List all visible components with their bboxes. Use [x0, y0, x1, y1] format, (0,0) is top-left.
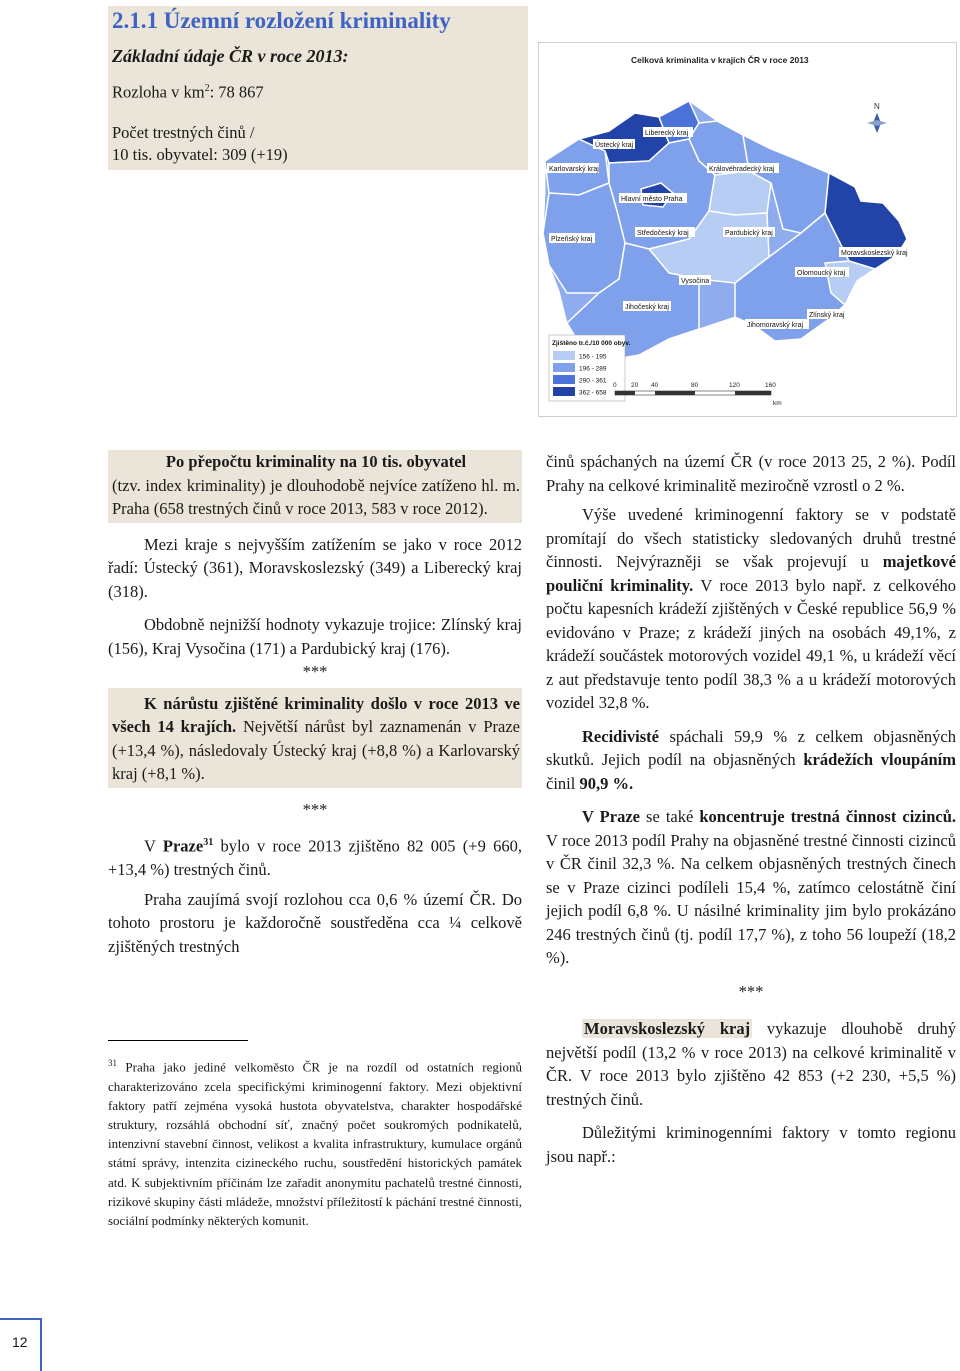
para-factors-a: Výše uvedené kriminogenní faktory se v podstatě promítají do všech statisticky sledovaných druhů trestné činnosti. Nejvýrazněji se však projevují u: [546, 505, 956, 571]
page-number: 12: [12, 1334, 28, 1350]
para-praha-rest: bylo v roce 2013 zjištěno 82 005 (+9 660, +13,4 %) trestných činů.: [108, 836, 522, 879]
para-lowest: Obdobně nejnižší hodnoty vykazuje trojice: Zlínský kraj (156), Kraj Vysočina (171) a Pardubický kraj (176).: [108, 615, 522, 658]
label-ustecky: Ústecký kraj: [595, 142, 634, 149]
para-for-a: V Praze: [582, 807, 640, 826]
area-line: [112, 78, 264, 104]
label-karlovarsky: Karlovarský kraj: [549, 166, 599, 173]
label-plzensky: Plzeňský kraj: [551, 236, 593, 243]
para-factors-b: majetkové pouliční kriminality.: [546, 552, 956, 595]
legend-title: Zjištěno tr.č./10 000 obyv.: [552, 340, 631, 347]
para-msk-b: vykazuje dlouhobě druhý největší podíl (13,2 % v roce 2013) na celkové kriminalitě v ČR. V roce 2013 bylo zjištěno 42 853 (+2 230, +5,5 %) trestných činů.: [546, 1019, 956, 1109]
crimes-line1: Počet trestných činů /: [112, 123, 255, 142]
label-jihomoravsky: Jihomoravský kraj: [747, 322, 804, 329]
label-jihocesky: Jihočeský kraj: [625, 304, 669, 311]
scale-160: 160: [765, 382, 776, 389]
section-heading: 2.1.1 Územní rozložení kriminality: [112, 8, 451, 33]
area-value: : 78 867: [209, 82, 264, 102]
para-moravskoslezsky: [546, 1017, 956, 1111]
para-for-c: koncentruje trestná činnost cizinců.: [699, 807, 957, 826]
stars-3: ***: [738, 981, 764, 1001]
czech-map-svg: [539, 43, 956, 416]
area-sup: 2: [204, 83, 210, 94]
crime-map: [538, 42, 957, 417]
footnote-ref-31: 31: [203, 837, 214, 848]
footnote: [108, 1054, 522, 1230]
para-factors-c: V roce 2013 bylo např. z celkového počtu kapesních krádeží zjištěných v České republice 56,9 % evidováno v Praze; z krádeží jiných na osobách 49,1%, z krádeží součástek motorových vozidel 49,1 %, u krádeží věcí z aut představuje tento podíl 38,3 % a u krádeží motorových vozidel 32,8 %.: [546, 575, 957, 712]
para-share: činů spáchaných na území ČR (v roce 2013 25, 2 %). Podíl Prahy na celkové kriminalitě meziročně vzrostl o 2 %.: [546, 452, 956, 495]
legend-label: 156 - 195: [579, 353, 607, 361]
legend-swatch: [553, 351, 575, 360]
para-growth: [112, 692, 520, 786]
growth-box: [108, 688, 522, 788]
page-number-box: [0, 1318, 42, 1371]
scale-40: 40: [651, 382, 659, 389]
legend-label: 362 - 658: [579, 389, 607, 397]
left-column: [108, 450, 522, 958]
para-recid-b: spáchali 59,9 % z celkem objasněných skutků. Jejich podíl na objasněných: [546, 726, 956, 769]
para-praha-crimes: [108, 831, 522, 882]
legend-label: 290 - 361: [579, 377, 607, 385]
scale-unit: km: [773, 400, 782, 407]
para-recid-c: krádežích vloupáním: [803, 750, 956, 769]
legend-label: 196 - 289: [579, 365, 607, 373]
para-for-b: se také: [639, 807, 700, 826]
para-growth-rest: Největší nárůst byl zaznamenán v Praze (+13,4 %), následovaly Ústecký kraj (+8,8 %) a Karlovarský kraj (+8,1 %).: [112, 717, 521, 783]
north-arrow-icon: [867, 102, 887, 133]
right-column: [546, 450, 956, 1168]
label-praha: Hlavní město Praha: [621, 196, 683, 203]
footnote-number: 31: [108, 1058, 117, 1068]
legend-swatch: [553, 363, 575, 372]
scale-120: 120: [729, 382, 740, 389]
para-foreigners: [546, 805, 956, 970]
prague-index-box: [108, 450, 522, 523]
para-index-bold: Po přepočtu kriminality na 10 tis. obyvatel: [165, 452, 467, 471]
svg-text:N: N: [874, 102, 880, 111]
para-recid-e: 90,9 %.: [579, 773, 634, 793]
para-index-rest: (tzv. index kriminality) je dlouhodobě nejvíce zatíženo hl. m. Praha (658 trestných činů v roce 2013, 583 v roce 2012).: [112, 475, 520, 518]
label-zlinsky: Zlínský kraj: [809, 312, 845, 319]
label-vysocina: Vysočina: [681, 278, 710, 285]
para-msk-a: Moravskoslezský kraj: [584, 1019, 751, 1038]
para-for-d: V roce 2013 podíl Prahy na objasněné trestné činnosti cizinců v ČR činil 32,3 %. Na celkem objasněných trestných činech se v Praze cizinci podíleli 15,4 %, zatímco celostátně činí jejich podíl 6,8 %. U násilné kriminality jim bylo prokázáno 246 trestných činů (tj. podíl 17,7 %), z toho 56 loupeží (18,2 %).: [546, 830, 956, 967]
stars-1: ***: [302, 662, 328, 681]
footnote-rule: [108, 1040, 248, 1041]
para-recid-a: Recidivisté: [582, 726, 659, 746]
para-praha-bold: Praze: [162, 836, 204, 856]
label-olomoucky: Olomoucký kraj: [797, 270, 846, 277]
stars-2: ***: [302, 799, 328, 819]
scale-20: 20: [631, 382, 639, 389]
map-title: Celková kriminalita v krajích ČR v roce 2013: [631, 55, 809, 65]
area-label: Rozloha v km: [112, 82, 205, 102]
label-liberecky: Liberecký kraj: [645, 130, 689, 137]
label-kralovehradecky: Královéhradecký kraj: [709, 166, 775, 173]
scale-bar: [613, 382, 782, 407]
para-praha-area: Praha zaujímá svojí rozlohou cca 0,6 % území ČR. Do tohoto prostoru je každoročně soustředěna cca ¼ celkově zjištěných trestných: [108, 889, 522, 956]
para-growth-bold: K nárůstu zjištěné kriminality došlo v roce 2013 ve všech 14 krajích.: [112, 693, 520, 736]
footnote-text: Praha jako jediné velkoměsto ČR je na rozdíl od ostatních regionů charakterizováno zcela specifickými kriminogenní faktory. Mezi objektivní faktory patří zejména vysoká hustota obyvatelstva, charakter hospodářské struktury, rozsáhlá obchodní síť, značný počet soukromých podnikatelů, intenzivní stavební činnost, velikost a kvalita infrastruktury, kumulace orgánů státní správy, intenzita cizineckého ruchu, soustředění historických památek atd. K subjektivním příčinám lze zařadit anonymitu pachatelů trestné činnosti, rizikové skupiny části mládeže, množství příležitostí k páchání trestné činnosti, sociální podmínky některých komunit.: [108, 1059, 522, 1228]
scale-80: 80: [691, 382, 699, 389]
para-index: [112, 450, 520, 521]
legend-swatch: [553, 375, 575, 384]
para-factors: [546, 503, 956, 715]
para-praha-pre: V: [144, 836, 163, 856]
para-recidivists: [546, 725, 956, 796]
section-heading-box: [108, 6, 528, 42]
label-pardubicky: Pardubický kraj: [725, 230, 773, 237]
basic-data-title: Základní údaje ČR v roce 2013:: [112, 46, 349, 66]
para-recid-d: činil: [546, 773, 580, 793]
legend-swatch: [553, 387, 575, 396]
crimes-line2: 10 tis. obyvatel: 309 (+19): [112, 145, 288, 164]
label-stredocesky: Středočeský kraj: [637, 230, 689, 237]
label-moravskoslezsky: Moravskoslezský kraj: [841, 250, 908, 257]
scale-0: 0: [613, 382, 617, 389]
basic-data-box: [108, 42, 528, 170]
para-important-factors: Důležitými kriminogenními faktory v tomto regionu jsou např.:: [546, 1123, 956, 1166]
para-highest: Mezi kraje s nejvyšším zatížením se jako v roce 2012 řadí: Ústecký (361), Moravskoslezský (349) a Liberecký kraj (318).: [108, 534, 522, 601]
